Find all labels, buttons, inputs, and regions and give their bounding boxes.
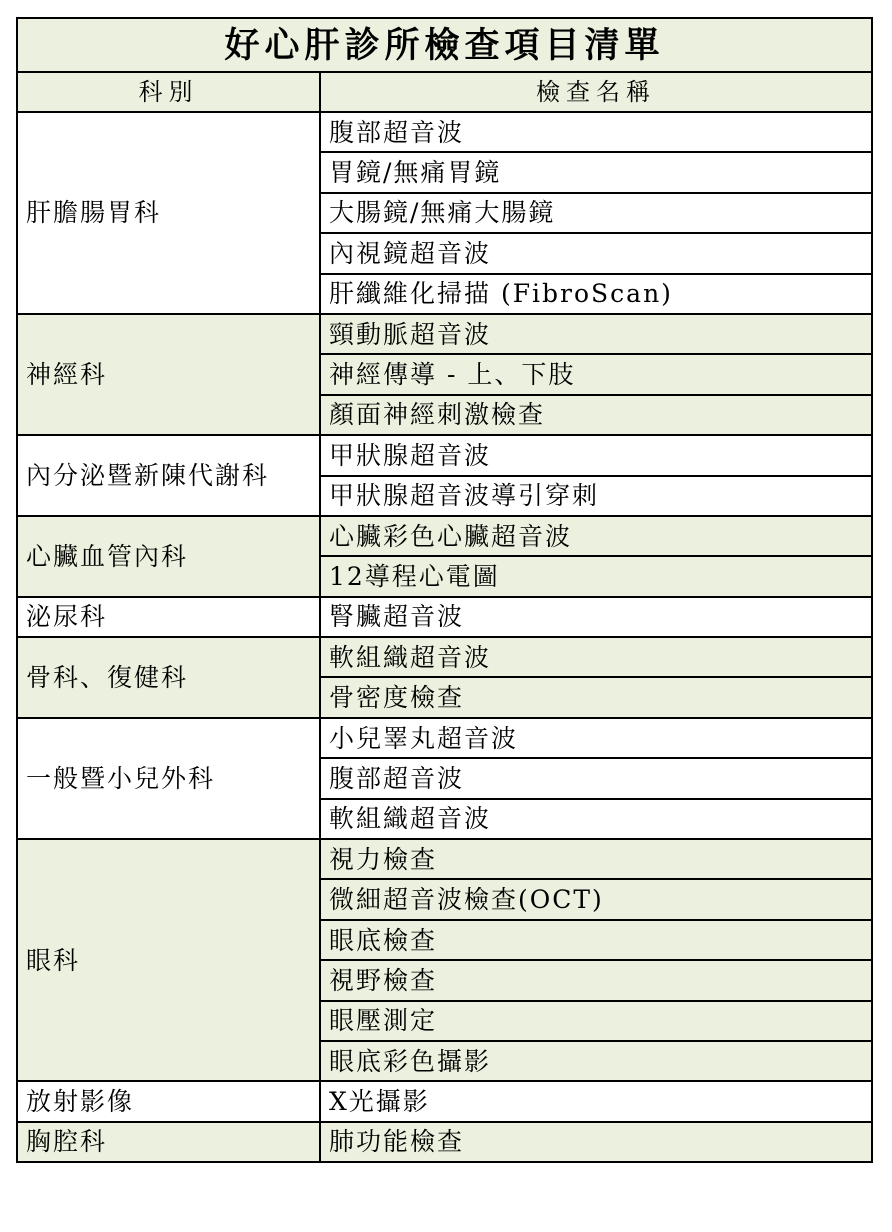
exam-name-cell: 骨密度檢查 xyxy=(320,677,872,717)
exam-name-cell: 肺功能檢查 xyxy=(320,1122,872,1162)
exam-name-cell: 軟組織超音波 xyxy=(320,799,872,839)
header-exam-name: 檢查名稱 xyxy=(320,72,872,112)
exam-name-cell: 腹部超音波 xyxy=(320,758,872,798)
table-row xyxy=(17,597,872,637)
exam-name-cell: 顏面神經刺激檢查 xyxy=(320,395,872,435)
department-cell: 內分泌暨新陳代謝科 xyxy=(17,435,320,516)
exam-name-cell: 頸動脈超音波 xyxy=(320,314,872,354)
exam-name-cell: 視力檢查 xyxy=(320,839,872,879)
table-title: 好心肝診所檢查項目清單 xyxy=(17,18,872,72)
table-row xyxy=(17,314,872,354)
header-row xyxy=(17,72,872,112)
exam-name-cell: 腎臟超音波 xyxy=(320,597,872,637)
table-row xyxy=(17,1081,872,1121)
exam-name-cell: 軟組織超音波 xyxy=(320,637,872,677)
department-cell: 肝膽腸胃科 xyxy=(17,112,320,314)
exam-name-cell: X光攝影 xyxy=(320,1081,872,1121)
exam-name-cell: 肝纖維化掃描 (FibroScan) xyxy=(320,274,872,314)
table-row xyxy=(17,516,872,556)
table-row xyxy=(17,718,872,758)
exam-name-cell: 內視鏡超音波 xyxy=(320,233,872,273)
exam-name-cell: 神經傳導 - 上、下肢 xyxy=(320,354,872,394)
department-cell: 神經科 xyxy=(17,314,320,435)
exam-name-cell: 12導程心電圖 xyxy=(320,556,872,596)
exam-list-table xyxy=(16,17,873,1163)
department-cell: 胸腔科 xyxy=(17,1122,320,1162)
exam-name-cell: 腹部超音波 xyxy=(320,112,872,152)
exam-name-cell: 微細超音波檢查(OCT) xyxy=(320,879,872,919)
exam-name-cell: 小兒睪丸超音波 xyxy=(320,718,872,758)
exam-name-cell: 甲狀腺超音波 xyxy=(320,435,872,475)
header-department: 科別 xyxy=(17,72,320,112)
department-cell: 一般暨小兒外科 xyxy=(17,718,320,839)
department-cell: 放射影像 xyxy=(17,1081,320,1121)
department-cell: 眼科 xyxy=(17,839,320,1081)
exam-name-cell: 甲狀腺超音波導引穿刺 xyxy=(320,476,872,516)
department-cell: 骨科、復健科 xyxy=(17,637,320,718)
exam-name-cell: 眼底檢查 xyxy=(320,920,872,960)
exam-name-cell: 眼底彩色攝影 xyxy=(320,1041,872,1081)
table-row xyxy=(17,112,872,152)
department-cell: 心臟血管內科 xyxy=(17,516,320,597)
department-cell: 泌尿科 xyxy=(17,597,320,637)
table-row xyxy=(17,1122,872,1162)
exam-name-cell: 心臟彩色心臟超音波 xyxy=(320,516,872,556)
exam-name-cell: 眼壓測定 xyxy=(320,1001,872,1041)
exam-name-cell: 視野檢查 xyxy=(320,960,872,1000)
title-row xyxy=(17,18,872,72)
table-row xyxy=(17,637,872,677)
exam-list-body xyxy=(17,18,872,1162)
exam-name-cell: 大腸鏡/無痛大腸鏡 xyxy=(320,193,872,233)
table-row xyxy=(17,435,872,475)
table-row xyxy=(17,839,872,879)
exam-name-cell: 胃鏡/無痛胃鏡 xyxy=(320,152,872,192)
